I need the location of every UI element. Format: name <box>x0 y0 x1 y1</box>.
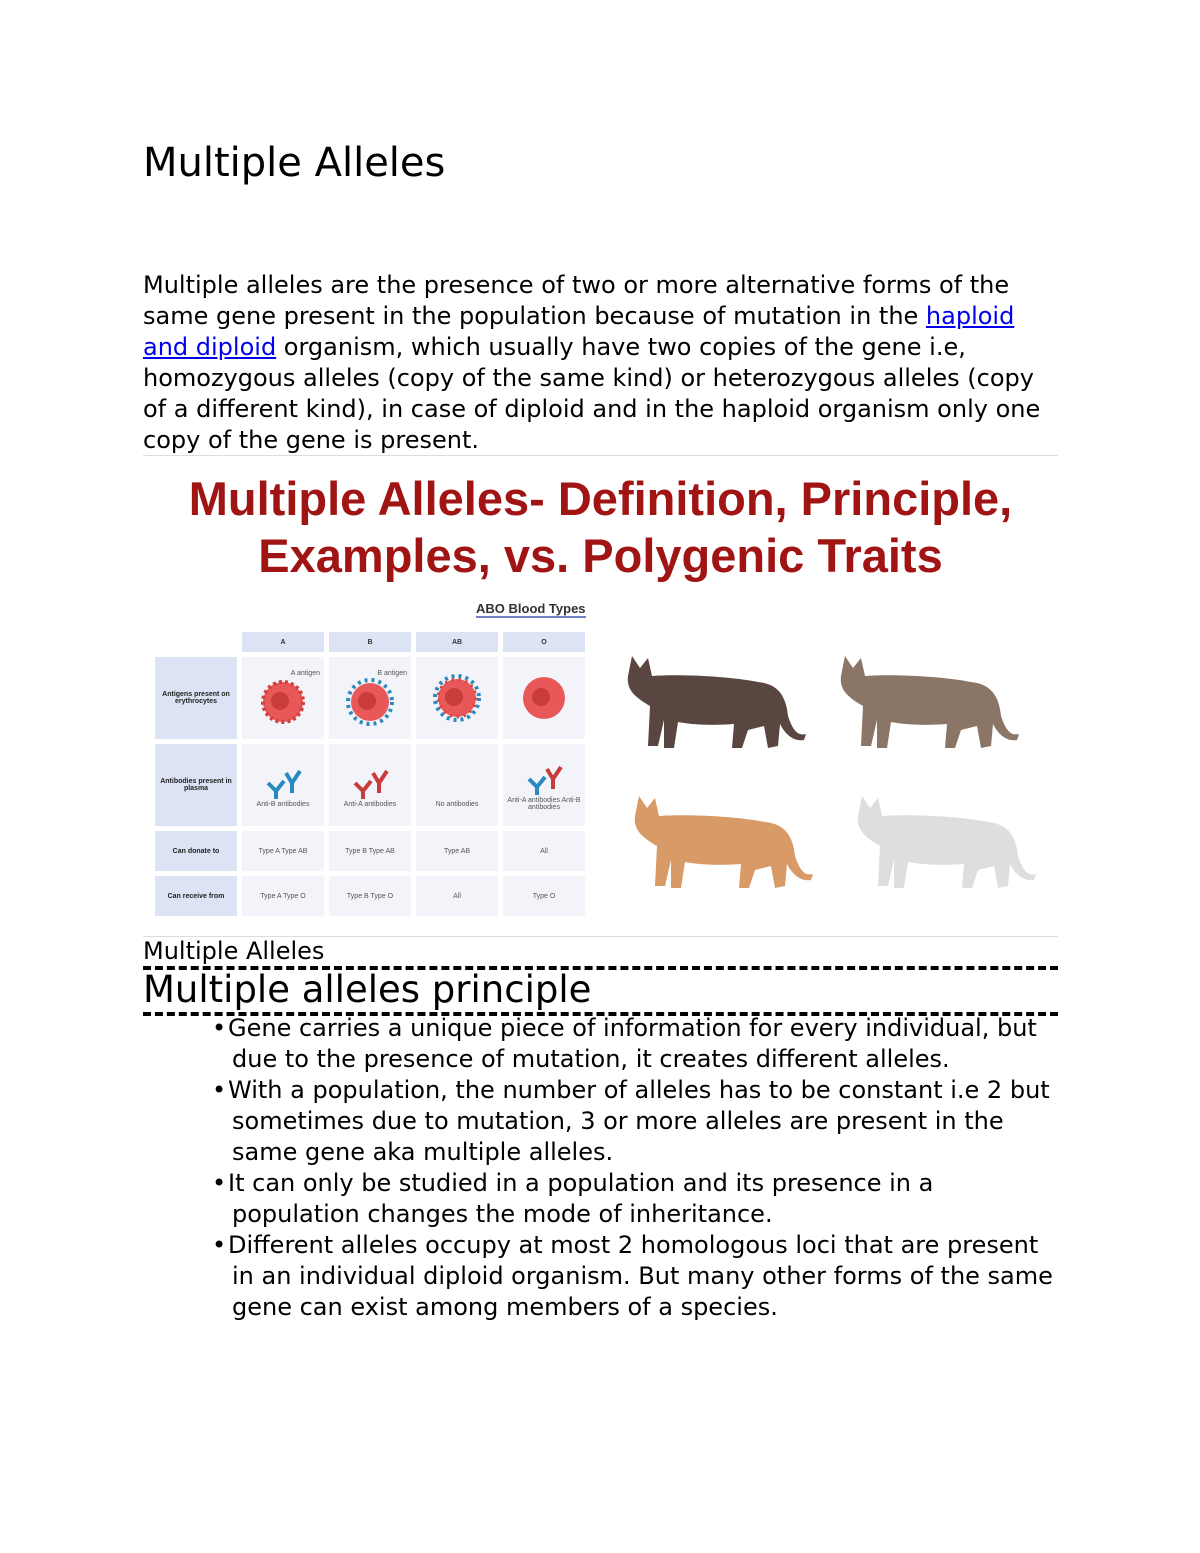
cat-white <box>858 796 1036 888</box>
antibody-icon <box>258 763 308 801</box>
receive-cell: Type B Type O <box>329 876 411 916</box>
cat-dark-brown <box>628 656 806 748</box>
section-heading: Multiple alleles principle <box>143 968 1058 1016</box>
red-blood-cell-icon <box>432 673 482 723</box>
antibody-label: No antibodies <box>435 800 479 808</box>
list-item-text: It can only be studied in a population and its presence in a population changes the mode of inheritance. <box>228 1169 934 1228</box>
figure-heading <box>143 470 1058 584</box>
rbc-o <box>503 657 585 739</box>
cat-brown <box>841 656 1019 748</box>
rbc-ab <box>416 657 498 739</box>
figure-heading-line1: Multiple Alleles- Definition, Principle, <box>188 472 1013 525</box>
bullet-icon: • <box>212 1014 227 1042</box>
list-item-text: Different alleles occupy at most 2 homologous loci that are present in an individual diploid organism. But many other forms of the same gene can exist among members of a species. <box>228 1231 1053 1321</box>
receive-cell: All <box>416 876 498 916</box>
antibody-label: Anti-A antibodies <box>343 800 397 808</box>
col-header: B <box>329 632 411 652</box>
page-title: Multiple Alleles <box>143 140 446 186</box>
bullet-icon: • <box>212 1169 227 1197</box>
haploid-diploid-link[interactable]: haploid and diploid <box>143 302 1015 361</box>
antibody-cell <box>416 744 498 826</box>
row-header: Antigens present on erythrocytes <box>155 657 237 739</box>
rbc-b <box>329 657 411 739</box>
donate-cell: Type A Type AB <box>242 831 324 871</box>
col-header: AB <box>416 632 498 652</box>
receive-cell: Type O <box>503 876 585 916</box>
antibody-label: Anti-B antibodies <box>256 800 310 808</box>
antibody-icon <box>345 763 395 801</box>
row-header: Can receive from <box>155 876 237 916</box>
cat-orange <box>635 796 813 888</box>
list-item <box>196 1013 1058 1075</box>
donate-cell: All <box>503 831 585 871</box>
row-header: Can donate to <box>155 831 237 871</box>
figure-image <box>143 455 1058 937</box>
bullet-icon: • <box>212 1076 227 1104</box>
subtitle: Multiple Alleles <box>143 936 1058 970</box>
antibody-cell <box>503 744 585 826</box>
figure-heading-line2: Examples, vs. Polygenic Traits <box>258 529 943 582</box>
receive-cell: Type A Type O <box>242 876 324 916</box>
intro-text-cont: organism, which usually have two copies of the gene i.e, homozygous alleles (copy of the same kind) or heterozygous alleles (copy of a different kind), in case of diploid and in the haploid organism only one copy of the gene is present. <box>143 333 1041 454</box>
antibody-label: Anti-A antibodies Anti-B antibodies <box>507 797 581 811</box>
list-item <box>196 1230 1058 1323</box>
list-item <box>196 1075 1058 1168</box>
antigen-label: A antigen <box>290 669 320 677</box>
list-item-text: With a population, the number of alleles has to be constant i.e 2 but sometimes due to mutation, 3 or more alleles are present in the same gene aka multiple alleles. <box>228 1076 1050 1166</box>
col-header: O <box>503 632 585 652</box>
corner <box>155 632 237 652</box>
row-header: Antibodies present in plasma <box>155 744 237 826</box>
intro-paragraph <box>143 270 1058 456</box>
abo-table <box>155 632 585 916</box>
antigen-label: B antigen <box>377 669 407 677</box>
antibody-cell <box>329 744 411 826</box>
donate-cell: Type B Type AB <box>329 831 411 871</box>
list-item <box>196 1168 1058 1230</box>
list-item-text: Gene carries a unique piece of information for every individual, but due to the presence of mutation, it creates different alleles. <box>228 1014 1037 1073</box>
rbc-a <box>242 657 324 739</box>
principle-list <box>196 1013 1058 1323</box>
donate-cell: Type AB <box>416 831 498 871</box>
bullet-icon: • <box>212 1231 227 1259</box>
antibody-icon <box>519 759 569 797</box>
red-blood-cell-icon <box>345 677 395 727</box>
cats-illustration <box>613 636 1053 926</box>
col-header: A <box>242 632 324 652</box>
intro-text: Multiple alleles are the presence of two or more alternative forms of the same gene present in the population because of mutation in the <box>143 271 1010 330</box>
abo-title: ABO Blood Types <box>476 601 586 616</box>
antibody-cell <box>242 744 324 826</box>
red-blood-cell-icon <box>258 677 308 727</box>
red-blood-cell-icon <box>519 673 569 723</box>
